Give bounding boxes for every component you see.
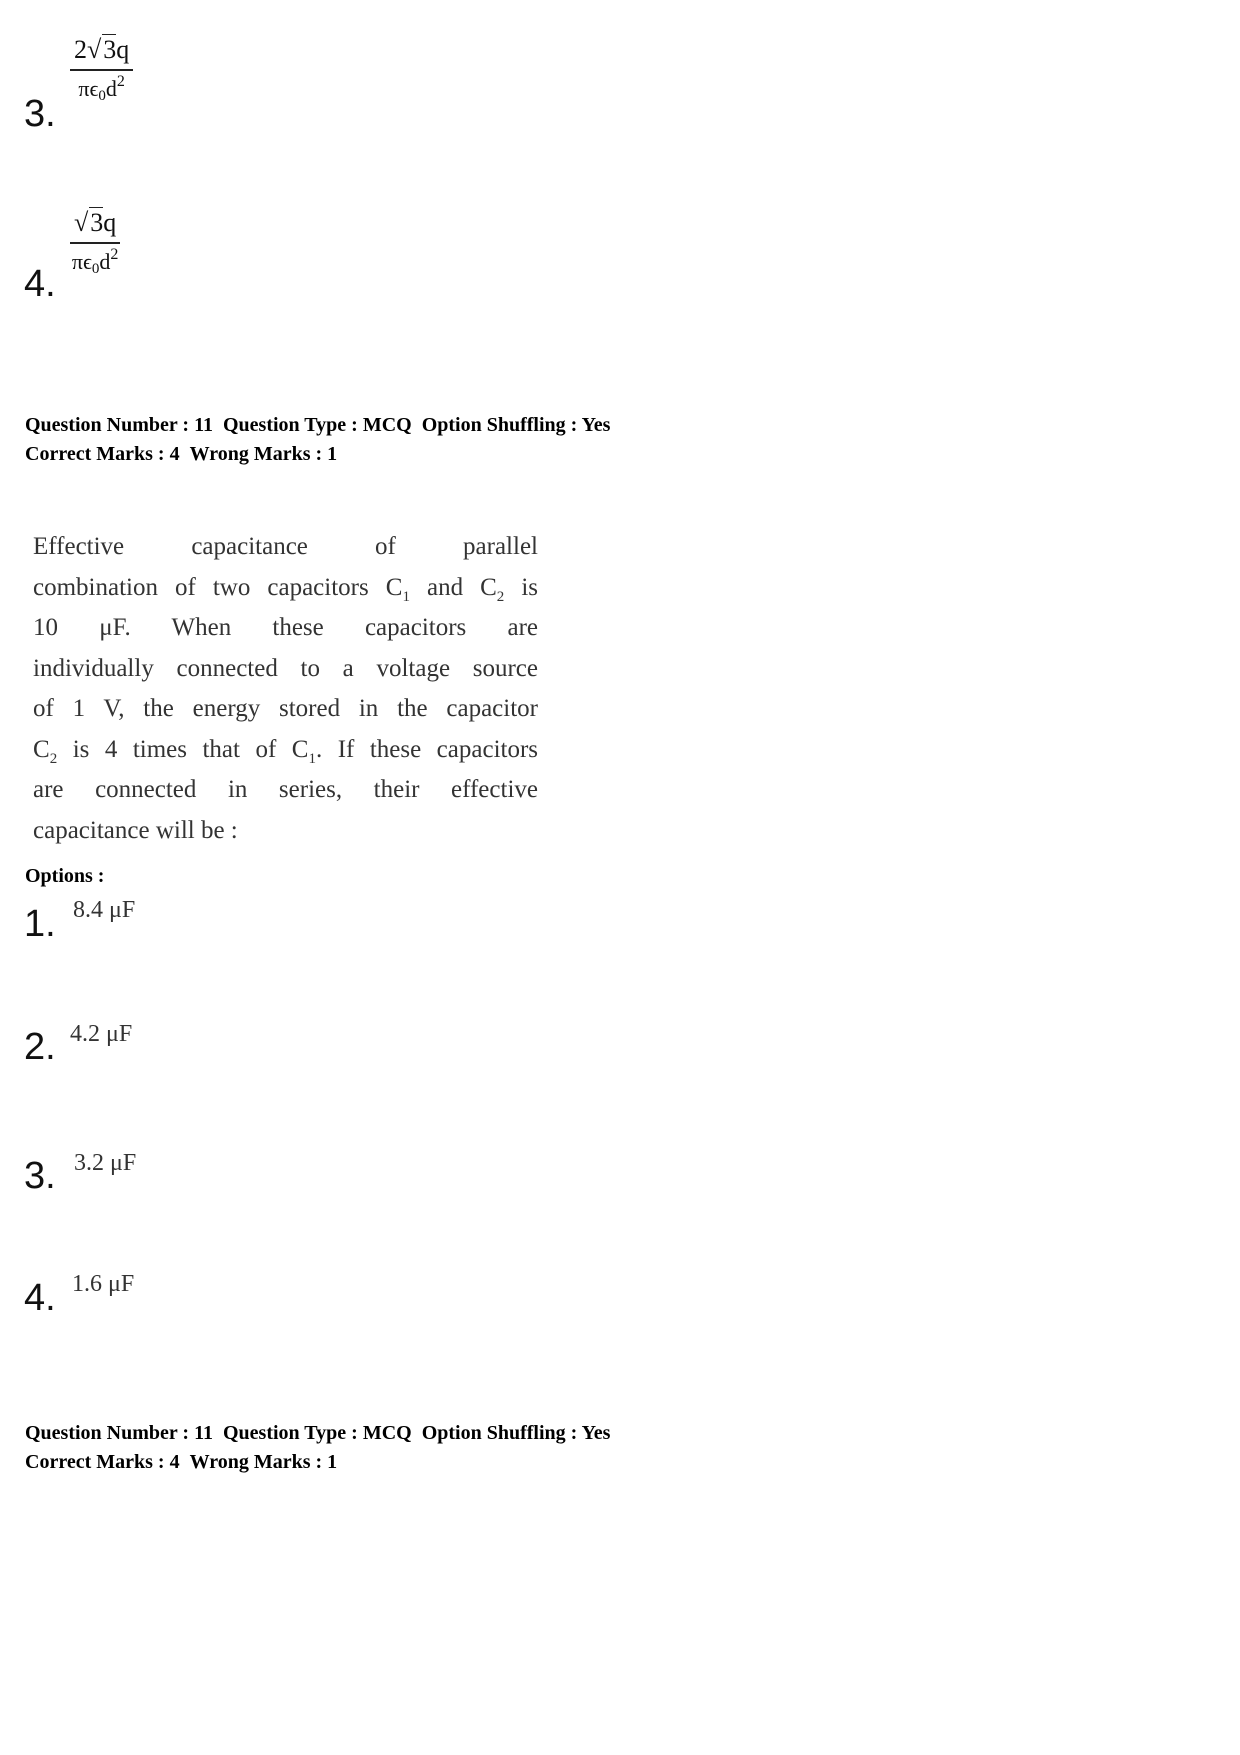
question-meta-line-2	[25, 1448, 610, 1477]
text-segment: is	[521, 573, 538, 601]
option-1-number: 1.	[24, 903, 56, 945]
option-2-number: 2.	[24, 1026, 56, 1068]
prev-option-3-coef: 2	[74, 35, 87, 64]
prev-option-4-formula	[70, 207, 120, 278]
option-1-value[interactable]: 8.4 μF	[73, 897, 136, 923]
option-3-number: 3.	[24, 1155, 56, 1197]
next-question-meta-header	[25, 1419, 610, 1477]
prev-option-4-numerator: √3q	[74, 208, 117, 237]
question-text	[33, 527, 538, 851]
prev-option-4-denom-sub: 0	[91, 261, 100, 277]
prev-option-4-denominator	[72, 244, 119, 278]
question-meta-line-1	[25, 1419, 610, 1448]
subscript: 2	[49, 750, 58, 767]
subscript: 2	[496, 588, 505, 605]
prev-option-3-formula	[70, 34, 133, 105]
prev-option-4-denom-exp: 2	[110, 246, 119, 263]
prev-option-3-denom: πϵ	[78, 76, 99, 101]
prev-option-3-numerator: 2√3q	[74, 35, 130, 64]
question-meta-header	[25, 411, 610, 469]
prev-option-3-var: q	[116, 35, 130, 64]
option-4-value[interactable]: 1.6 μF	[72, 1271, 135, 1297]
question-text-line	[33, 730, 538, 771]
question-number-label: Question Number : 11	[25, 414, 213, 436]
correct-marks-label: Correct Marks : 4	[25, 443, 180, 465]
wrong-marks-label: Wrong Marks : 1	[189, 443, 338, 465]
prev-option-4-denom: πϵ	[71, 249, 92, 274]
question-text-line	[33, 568, 538, 609]
text-segment: . If these capacitors	[315, 735, 539, 763]
prev-option-4-denom-var: d	[99, 249, 111, 274]
option-4-number: 4.	[24, 1277, 56, 1319]
wrong-marks-label: Wrong Marks : 1	[189, 1451, 338, 1473]
prev-option-4-var: q	[103, 208, 117, 237]
prev-option-3-denominator	[78, 71, 125, 105]
prev-option-3-radicand: 3	[103, 35, 117, 64]
question-text-line: of 1 V, the energy stored in the capacitor	[33, 695, 538, 722]
question-text-line: are connected in series, their effective	[33, 776, 538, 803]
option-shuffling-label: Option Shuffling : Yes	[421, 1422, 611, 1444]
correct-marks-label: Correct Marks : 4	[25, 1451, 180, 1473]
question-text-line: 10 μF. When these capacitors are	[33, 614, 538, 641]
prev-option-3-number: 3.	[24, 93, 56, 135]
question-text-line: Effective capacitance of parallel	[33, 533, 538, 560]
question-type-label: Question Type : MCQ	[222, 414, 412, 436]
options-label: Options :	[25, 865, 105, 887]
subscript: 1	[402, 588, 410, 605]
text-segment: C	[33, 735, 50, 763]
question-text-line: capacitance will be :	[33, 816, 238, 844]
question-text-line: individually connected to a voltage source	[33, 654, 538, 682]
text-segment: combination of two capacitors C	[33, 573, 403, 601]
option-2-value[interactable]: 4.2 μF	[70, 1021, 133, 1047]
prev-option-4-radicand: 3	[90, 208, 104, 237]
prev-option-3-denom-exp: 2	[116, 73, 125, 90]
option-3-value[interactable]: 3.2 μF	[74, 1150, 137, 1176]
prev-option-3-denom-var: d	[105, 76, 117, 101]
prev-option-3-denom-sub: 0	[98, 88, 106, 104]
option-shuffling-label: Option Shuffling : Yes	[421, 414, 611, 436]
text-segment: is 4 times that of C	[72, 735, 309, 763]
question-number-label: Question Number : 11	[25, 1422, 213, 1444]
question-meta-line-2	[25, 440, 610, 469]
prev-option-4-number: 4.	[24, 263, 56, 305]
text-segment: and C	[426, 573, 497, 601]
question-meta-line-1	[25, 411, 610, 440]
subscript: 1	[308, 750, 316, 767]
question-type-label: Question Type : MCQ	[222, 1422, 412, 1444]
